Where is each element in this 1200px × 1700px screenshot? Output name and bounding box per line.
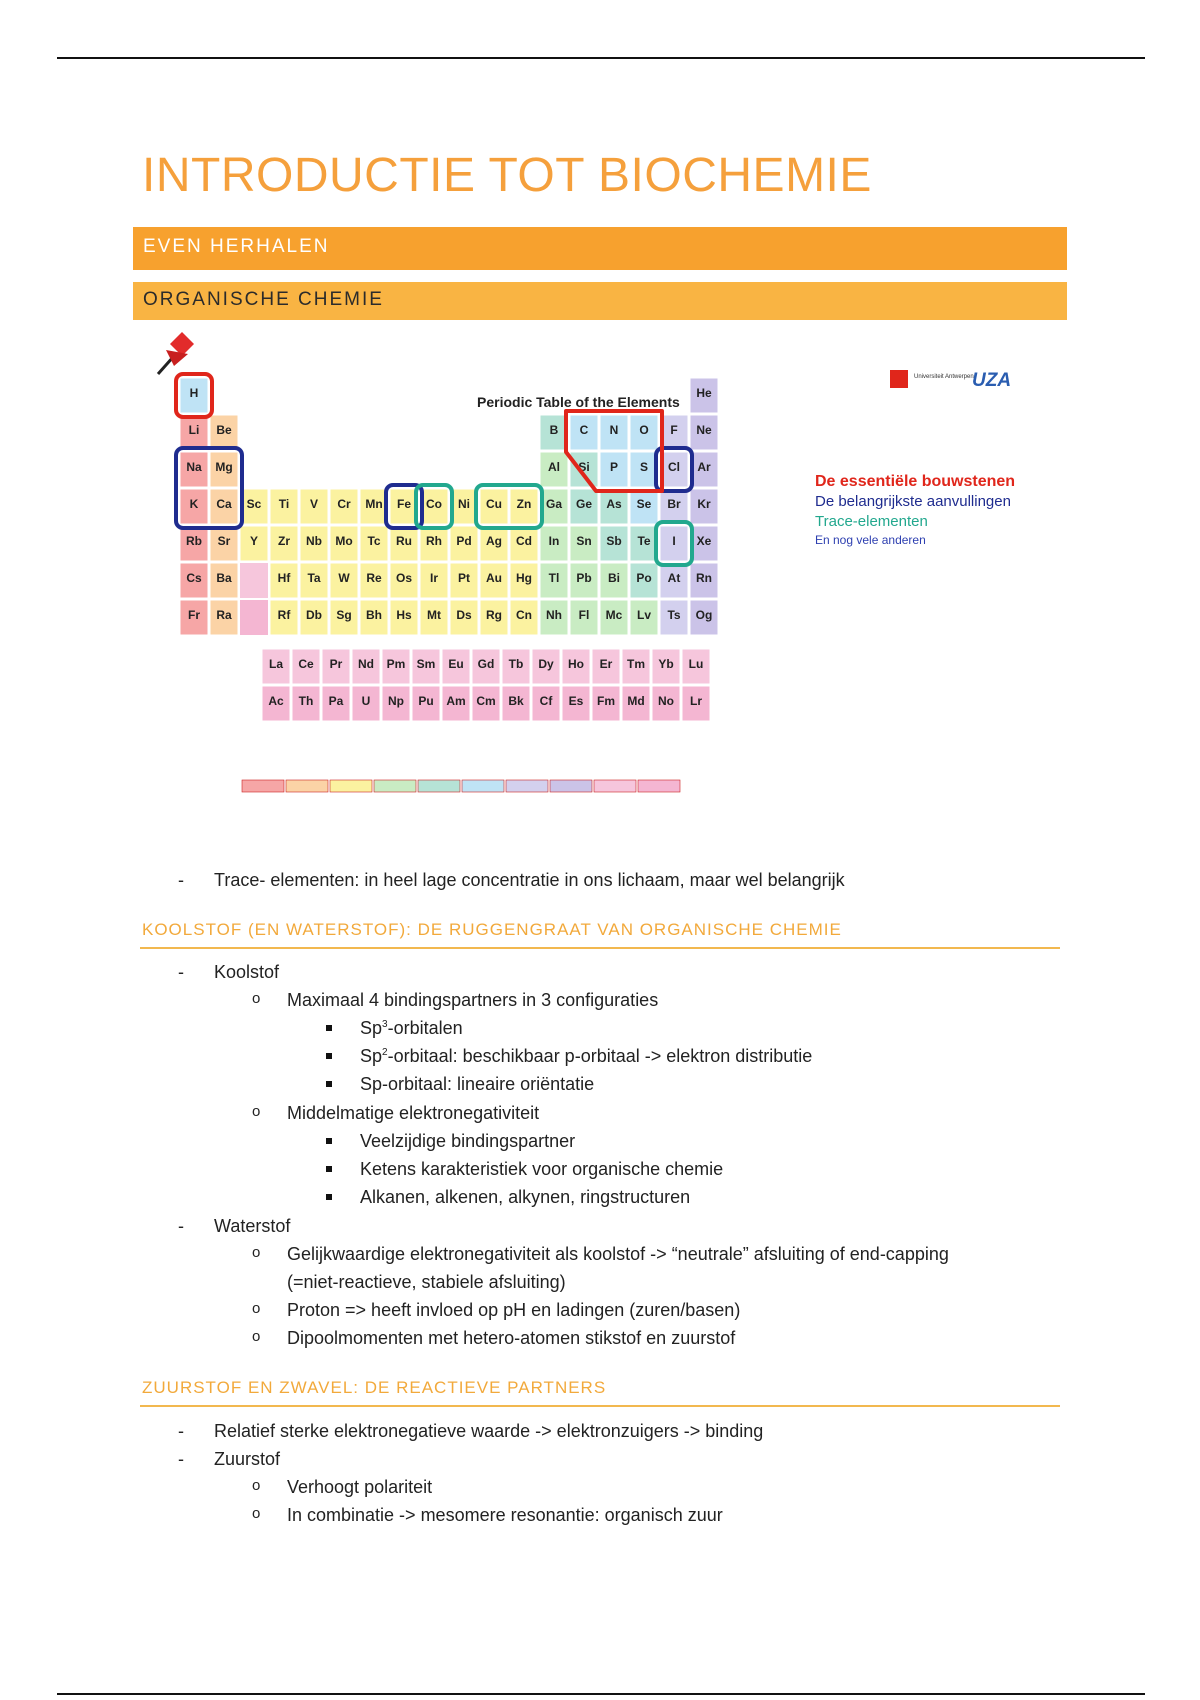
element-symbol-th: Th bbox=[298, 694, 314, 708]
element-symbol-es: Es bbox=[568, 694, 584, 708]
element-symbol-ta: Ta bbox=[307, 571, 321, 585]
square-bullet bbox=[326, 1025, 332, 1031]
periodic-table-figure bbox=[142, 330, 1060, 850]
element-symbol-ar: Ar bbox=[697, 460, 711, 474]
element-symbol-o: O bbox=[639, 423, 649, 437]
square-bullet bbox=[326, 1081, 332, 1087]
dash-marker: - bbox=[178, 962, 184, 982]
element-symbol-in: In bbox=[548, 534, 560, 548]
dash-marker: - bbox=[178, 1421, 184, 1441]
element-symbol-pa: Pa bbox=[328, 694, 344, 708]
element-symbol-hg: Hg bbox=[516, 571, 532, 585]
element-symbol-yb: Yb bbox=[658, 657, 674, 671]
element-symbol-ra: Ra bbox=[216, 608, 232, 622]
category-swatch-alkaline bbox=[286, 780, 328, 792]
element-symbol-nb: Nb bbox=[306, 534, 322, 548]
element-symbol-mo: Mo bbox=[335, 534, 353, 548]
category-swatch-transition bbox=[330, 780, 372, 792]
waterstof-item: Waterstof bbox=[214, 1216, 291, 1236]
element-symbol-ba: Ba bbox=[216, 571, 232, 585]
section-zuurstof-underline bbox=[140, 1405, 1060, 1407]
element-symbol-pm: Pm bbox=[386, 657, 406, 671]
element-symbol-ni: Ni bbox=[458, 497, 470, 511]
element-symbol-zr: Zr bbox=[278, 534, 290, 548]
element-symbol-fe: Fe bbox=[396, 497, 412, 511]
element-symbol-rg: Rg bbox=[486, 608, 502, 622]
element-symbol-rb: Rb bbox=[186, 534, 202, 548]
element-symbol-po: Po bbox=[636, 571, 652, 585]
circle-marker: o bbox=[252, 1477, 261, 1494]
element-symbol-fm: Fm bbox=[597, 694, 615, 708]
element-symbol-nh: Nh bbox=[546, 608, 562, 622]
element-symbol-rf: Rf bbox=[277, 608, 291, 622]
element-symbol-mc: Mc bbox=[605, 608, 623, 622]
dash-marker: - bbox=[178, 870, 184, 890]
category-swatch-halogen bbox=[506, 780, 548, 792]
alkanen-item: Alkanen, alkenen, alkynen, ringstructuren bbox=[360, 1187, 691, 1207]
element-symbol-sc: Sc bbox=[246, 497, 262, 511]
element-symbol-er: Er bbox=[599, 657, 613, 671]
element-symbol-w: W bbox=[338, 571, 350, 585]
middelmatige-item: Middelmatige elektronegativiteit bbox=[287, 1103, 540, 1123]
dash-marker: - bbox=[178, 1216, 184, 1236]
element-symbol-k: K bbox=[189, 497, 199, 511]
element-symbol-si: Si bbox=[578, 460, 590, 474]
svg-text:Universiteit Antwerpen: Universiteit Antwerpen bbox=[914, 374, 974, 380]
university-antwerpen-logo bbox=[890, 370, 974, 388]
circle-marker: o bbox=[252, 990, 261, 1007]
element-symbol-la: La bbox=[268, 657, 284, 671]
element-symbol-cu: Cu bbox=[486, 497, 502, 511]
element-symbol-bh: Bh bbox=[366, 608, 382, 622]
max-bindingspartners: Maximaal 4 bindingspartners in 3 configuraties bbox=[287, 990, 659, 1010]
element-symbol-ir: Ir bbox=[429, 571, 439, 585]
element-symbol-pd: Pd bbox=[456, 534, 472, 548]
element-symbol-am: Am bbox=[446, 694, 466, 708]
square-bullet bbox=[326, 1138, 332, 1144]
element-symbol-re: Re bbox=[366, 571, 382, 585]
trace-elementen-text: Trace- elementen: in heel lage concentratie in ons lichaam, maar wel belangrijk bbox=[214, 870, 845, 890]
element-symbol-fl: Fl bbox=[578, 608, 590, 622]
legend-important: De belangrijkste aanvullingen bbox=[815, 493, 1011, 510]
legend-trace: Trace-elementen bbox=[815, 513, 928, 530]
element-symbol-li: Li bbox=[188, 423, 200, 437]
element-symbol-al: Al bbox=[548, 460, 560, 474]
element-symbol-hf: Hf bbox=[277, 571, 291, 585]
legend-others: En nog vele anderen bbox=[815, 533, 926, 547]
element-symbol-se: Se bbox=[636, 497, 652, 511]
element-symbol-na: Na bbox=[186, 460, 202, 474]
dipoolmomenten-item: Dipoolmomenten met hetero-atomen stikstof en zuurstof bbox=[287, 1328, 736, 1348]
element-symbol-sn: Sn bbox=[576, 534, 592, 548]
element-symbol-u: U bbox=[361, 694, 371, 708]
top-rule bbox=[57, 57, 1145, 59]
circle-marker: o bbox=[252, 1244, 261, 1261]
heading-organische-chemie: ORGANISCHE CHEMIE bbox=[133, 282, 1067, 320]
element-symbol-au: Au bbox=[486, 571, 502, 585]
element-symbol-c: C bbox=[579, 423, 589, 437]
dash-marker: - bbox=[178, 1449, 184, 1469]
element-symbol-fr: Fr bbox=[188, 608, 200, 622]
element-symbol-mn: Mn bbox=[365, 497, 383, 511]
combinatie-item: In combinatie -> mesomere resonantie: organisch zuur bbox=[287, 1505, 723, 1525]
element-symbol-cs: Cs bbox=[186, 571, 202, 585]
element-symbol-kr: Kr bbox=[697, 497, 711, 511]
element-symbol-bi: Bi bbox=[608, 571, 620, 585]
ketens-item: Ketens karakteristiek voor organische chemie bbox=[360, 1159, 724, 1179]
element-symbol-mg: Mg bbox=[215, 460, 233, 474]
heading-even-herhalen: EVEN HERHALEN bbox=[133, 227, 1067, 270]
element-symbol-h: H bbox=[189, 386, 199, 400]
category-swatch-basic bbox=[374, 780, 416, 792]
element-symbol-he: He bbox=[696, 386, 712, 400]
element-symbol-pt: Pt bbox=[458, 571, 470, 585]
square-bullet bbox=[326, 1166, 332, 1172]
page-title: INTRODUCTIE TOT BIOCHEMIE bbox=[142, 149, 872, 202]
relatief-item: Relatief sterke elektronegatieve waarde -> elektronzuigers -> binding bbox=[214, 1421, 764, 1441]
element-symbol-sm: Sm bbox=[416, 657, 436, 671]
element-symbol-no: No bbox=[658, 694, 674, 708]
element-symbol-cd: Cd bbox=[516, 534, 532, 548]
category-swatch-metalloid bbox=[418, 780, 460, 792]
polariteit-item: Verhoogt polariteit bbox=[287, 1477, 433, 1497]
element-symbol-np: Np bbox=[388, 694, 404, 708]
element-symbol-ti: Ti bbox=[278, 497, 290, 511]
element-symbol-b: B bbox=[549, 423, 559, 437]
element-symbol-tl: Tl bbox=[548, 571, 560, 585]
element-symbol-gd: Gd bbox=[477, 657, 495, 671]
element-symbol-dy: Dy bbox=[538, 657, 554, 671]
element-symbol-bk: Bk bbox=[508, 694, 524, 708]
element-symbol-ag: Ag bbox=[486, 534, 502, 548]
category-swatch-actinide bbox=[638, 780, 680, 792]
section-koolstof-title: KOOLSTOF (EN WATERSTOF): DE RUGGENGRAAT VAN ORGANISCHE CHEMIE bbox=[142, 920, 842, 939]
element-symbol-f: F bbox=[670, 423, 678, 437]
element-symbol-pu: Pu bbox=[418, 694, 434, 708]
element-symbol-cm: Cm bbox=[476, 694, 496, 708]
section-zuurstof-title: ZUURSTOF EN ZWAVEL: DE REACTIEVE PARTNERS bbox=[142, 1378, 607, 1397]
square-bullet bbox=[326, 1194, 332, 1200]
element-symbol-ge: Ge bbox=[575, 497, 593, 511]
element-symbol-ds: Ds bbox=[456, 608, 472, 622]
element-symbol-p: P bbox=[609, 460, 619, 474]
element-symbol-tm: Tm bbox=[627, 657, 645, 671]
circle-marker: o bbox=[252, 1300, 261, 1317]
f-block-placeholder bbox=[240, 600, 268, 635]
circle-marker: o bbox=[252, 1505, 261, 1522]
element-symbol-y: Y bbox=[249, 534, 259, 548]
element-symbol-te: Te bbox=[637, 534, 651, 548]
element-symbol-ru: Ru bbox=[396, 534, 412, 548]
circle-marker: o bbox=[252, 1328, 261, 1345]
f-block-placeholder bbox=[240, 563, 268, 598]
bottom-rule bbox=[57, 1693, 1145, 1695]
element-symbol-v: V bbox=[309, 497, 319, 511]
pushpin-icon bbox=[158, 332, 194, 374]
element-symbol-os: Os bbox=[395, 571, 413, 585]
section-koolstof-underline bbox=[140, 947, 1060, 949]
element-symbol-i: I bbox=[672, 534, 676, 548]
element-symbol-nd: Nd bbox=[358, 657, 374, 671]
element-symbol-mt: Mt bbox=[427, 608, 441, 622]
element-symbol-pb: Pb bbox=[576, 571, 592, 585]
element-symbol-hs: Hs bbox=[396, 608, 412, 622]
element-symbol-ne: Ne bbox=[696, 423, 712, 437]
element-symbol-pr: Pr bbox=[329, 657, 343, 671]
periodic-table-title: Periodic Table of the Elements bbox=[477, 394, 680, 410]
element-symbol-cn: Cn bbox=[516, 608, 532, 622]
sp-item: Sp-orbitaal: lineaire oriëntatie bbox=[360, 1074, 595, 1094]
element-symbol-zn: Zn bbox=[516, 497, 532, 511]
element-symbol-tb: Tb bbox=[508, 657, 524, 671]
category-swatch-lanthanide bbox=[594, 780, 636, 792]
gelijkwaardige-item: Gelijkwaardige elektronegativiteit als koolstof -> “neutrale” afsluiting of end-capping bbox=[287, 1244, 949, 1264]
category-swatch-noble bbox=[550, 780, 592, 792]
element-symbol-cr: Cr bbox=[337, 497, 351, 511]
element-symbol-br: Br bbox=[667, 497, 681, 511]
element-symbol-lr: Lr bbox=[690, 694, 702, 708]
element-symbol-og: Og bbox=[695, 608, 713, 622]
sp2-item: Sp$^2$-orbitaal: beschikbaar p-orbitaal -> elektron distributie bbox=[360, 1046, 813, 1066]
legend-essential: De essentiële bouwstenen bbox=[815, 473, 1016, 490]
element-symbol-rn: Rn bbox=[696, 571, 712, 585]
element-symbol-cl: Cl bbox=[668, 460, 680, 474]
element-symbol-cf: Cf bbox=[539, 694, 553, 708]
element-symbol-tc: Tc bbox=[367, 534, 381, 548]
koolstof-item: Koolstof bbox=[214, 962, 280, 982]
category-swatch-alkali bbox=[242, 780, 284, 792]
sp3-item: Sp$^3$-orbitalen bbox=[360, 1018, 463, 1038]
proton-item: Proton => heeft invloed op pH en ladingen (zuren/basen) bbox=[287, 1300, 741, 1320]
element-symbol-as: As bbox=[606, 497, 622, 511]
element-symbol-db: Db bbox=[306, 608, 322, 622]
element-symbol-n: N bbox=[609, 423, 619, 437]
circle-marker: o bbox=[252, 1103, 261, 1120]
element-symbol-ho: Ho bbox=[568, 657, 584, 671]
element-symbol-ca: Ca bbox=[216, 497, 232, 511]
element-symbol-ac: Ac bbox=[268, 694, 284, 708]
category-swatch-nonmetal bbox=[462, 780, 504, 792]
element-symbol-md: Md bbox=[627, 694, 645, 708]
element-symbol-ga: Ga bbox=[545, 497, 563, 511]
square-bullet bbox=[326, 1053, 332, 1059]
gelijkwaardige-item-continued: (=niet-reactieve, stabiele afsluiting) bbox=[287, 1272, 566, 1292]
element-symbol-at: At bbox=[667, 571, 681, 585]
uza-logo: UZA bbox=[972, 370, 1012, 391]
veelzijdige-item: Veelzijdige bindingspartner bbox=[360, 1131, 576, 1151]
element-symbol-xe: Xe bbox=[696, 534, 712, 548]
element-symbol-sb: Sb bbox=[606, 534, 622, 548]
element-symbol-co: Co bbox=[426, 497, 442, 511]
element-symbol-lv: Lv bbox=[636, 608, 652, 622]
zuurstof-item: Zuurstof bbox=[214, 1449, 281, 1469]
element-symbol-eu: Eu bbox=[448, 657, 464, 671]
element-symbol-rh: Rh bbox=[426, 534, 442, 548]
element-symbol-ts: Ts bbox=[667, 608, 681, 622]
element-symbol-s: S bbox=[639, 460, 649, 474]
element-symbol-sr: Sr bbox=[217, 534, 231, 548]
element-symbol-lu: Lu bbox=[688, 657, 704, 671]
element-symbol-be: Be bbox=[216, 423, 232, 437]
element-symbol-ce: Ce bbox=[298, 657, 314, 671]
element-symbol-sg: Sg bbox=[336, 608, 352, 622]
